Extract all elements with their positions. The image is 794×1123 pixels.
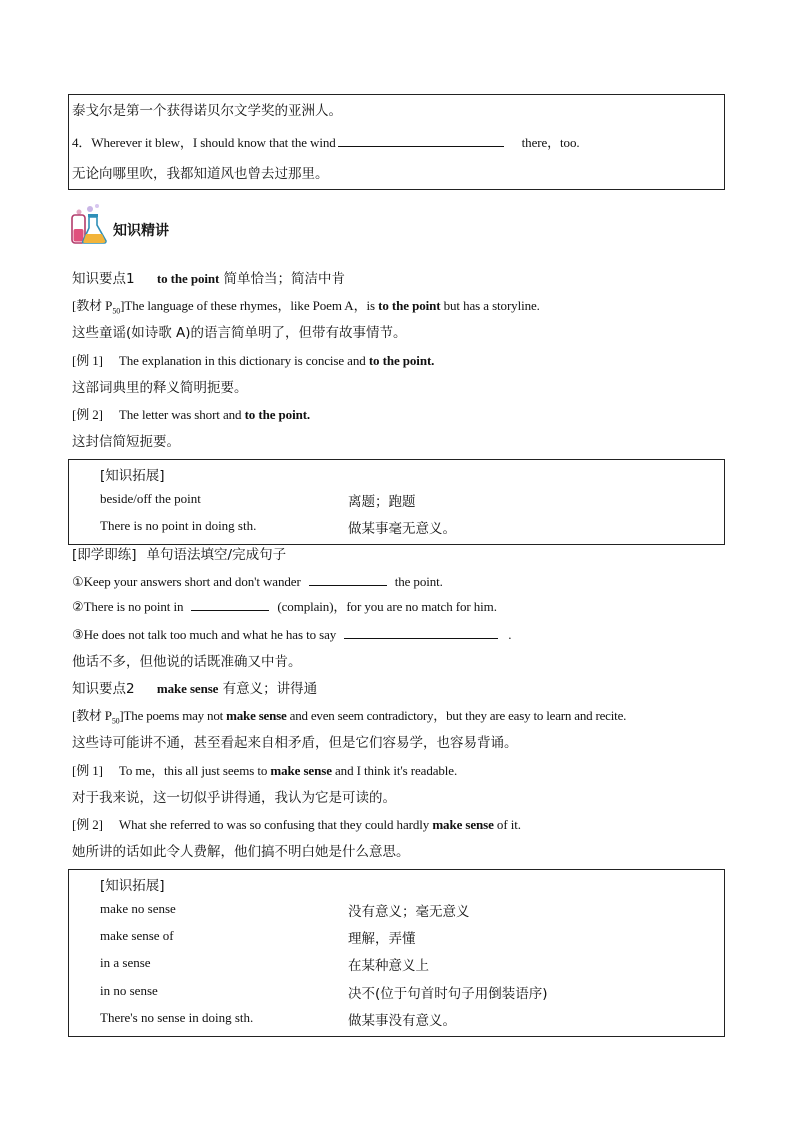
answer-blank[interactable] bbox=[191, 598, 269, 611]
practice-title: 单句语法填空/完成句子 bbox=[146, 547, 287, 563]
point1-example1 bbox=[72, 352, 434, 370]
sentence-text: and even seem contradictory，but they are easy to learn and recite. bbox=[286, 708, 627, 723]
question-text: There is no point in bbox=[83, 599, 184, 614]
keyword: to the point. bbox=[368, 353, 435, 368]
sentence-text: ]The language of these rhymes，like Poem A，is bbox=[120, 298, 379, 313]
practice-question-1 bbox=[72, 573, 443, 592]
example-label: [例 2] bbox=[72, 407, 103, 422]
translation-line: 泰戈尔是第一个获得诺贝尔文学奖的亚洲人。 bbox=[72, 103, 342, 119]
question-text: Keep your answers short and don't wander bbox=[83, 574, 301, 589]
point-label: 知识要点2 bbox=[72, 681, 135, 697]
sentence-text: of it. bbox=[493, 817, 521, 832]
example-label: [例 1] bbox=[72, 763, 103, 778]
textbook-ref: [教材 P bbox=[72, 708, 112, 723]
question-text-end: (complain)，for you are no match for him. bbox=[277, 599, 497, 614]
exercise-question-4 bbox=[72, 134, 580, 152]
translation-line: 无论向哪里吹，我都知道风也曾去过那里。 bbox=[72, 166, 329, 182]
extension-meaning: 没有意义；毫无意义 bbox=[348, 904, 470, 920]
lab-flask-icon bbox=[70, 203, 110, 245]
point2-example2-translation: 她所讲的话如此令人费解，他们搞不明白她是什么意思。 bbox=[72, 844, 410, 860]
keyword: make sense bbox=[432, 817, 494, 832]
extension-meaning: 做某事没有意义。 bbox=[348, 1013, 456, 1029]
point1-textbook bbox=[72, 297, 540, 321]
extension-phrase: in no sense bbox=[100, 983, 158, 998]
textbook-page: 50 bbox=[112, 306, 121, 316]
point-keyword: make sense bbox=[156, 681, 219, 696]
keyword: to the point. bbox=[244, 407, 311, 422]
question-text-end: there，too. bbox=[521, 135, 580, 150]
point1-example1-translation: 这部词典里的释义简明扼要。 bbox=[72, 380, 248, 396]
textbook-ref: [教材 P bbox=[72, 298, 113, 313]
extension-meaning: 理解，弄懂 bbox=[348, 931, 416, 947]
extension-phrase: beside/off the point bbox=[100, 491, 201, 506]
question-number: ③ bbox=[72, 628, 84, 643]
point1-textbook-translation: 这些童谣(如诗歌 A)的语言简单明了，但带有故事情节。 bbox=[72, 325, 407, 341]
keyword: make sense bbox=[226, 708, 287, 723]
point1-example2-translation: 这封信简短扼要。 bbox=[72, 434, 180, 450]
extension-phrase: make no sense bbox=[100, 901, 176, 916]
point-meaning: 简单恰当；简洁中肯 bbox=[219, 271, 346, 287]
point-keyword: to the point bbox=[156, 271, 220, 286]
question-text: He does not talk too much and what he has to say bbox=[83, 627, 337, 642]
point2-example1-translation: 对于我来说，这一切似乎讲得通，我认为它是可读的。 bbox=[72, 790, 396, 806]
example-label: [例 1] bbox=[72, 353, 103, 368]
point2-textbook-translation: 这些诗可能讲不通，甚至看起来自相矛盾，但是它们容易学，也容易背诵。 bbox=[72, 735, 518, 751]
answer-blank[interactable] bbox=[309, 573, 387, 586]
keyword: to the point bbox=[378, 298, 441, 313]
extension-meaning: 做某事毫无意义。 bbox=[348, 521, 456, 537]
sentence-text: but has a storyline. bbox=[440, 298, 540, 313]
extension-meaning: 离题；跑题 bbox=[348, 494, 416, 510]
practice-header bbox=[72, 546, 286, 564]
practice-label: [即学即练] bbox=[72, 547, 137, 563]
question-text-end: the point. bbox=[394, 574, 443, 589]
extension-phrase: in a sense bbox=[100, 955, 151, 970]
question-text-end: . bbox=[508, 627, 512, 642]
textbook-page: 50 bbox=[111, 716, 120, 726]
point1-example2 bbox=[72, 406, 310, 424]
point1-extension-box bbox=[68, 459, 725, 545]
point-label: 知识要点1 bbox=[72, 271, 135, 287]
extension-meaning: 在某种意义上 bbox=[348, 958, 429, 974]
question-text: 4．Wherever it blew，I should know that the wind bbox=[72, 135, 336, 150]
point-meaning: 有意义；讲得通 bbox=[218, 681, 318, 697]
top-exercise-box bbox=[68, 94, 725, 190]
extension-heading: [知识拓展] bbox=[100, 878, 165, 894]
extension-meaning: 决不(位于句首时句子用倒装语序) bbox=[348, 986, 548, 1002]
answer-blank[interactable] bbox=[344, 626, 498, 639]
practice-question-2 bbox=[72, 598, 497, 617]
extension-heading: [知识拓展] bbox=[100, 468, 165, 484]
sentence-text: and I think it's readable. bbox=[331, 763, 458, 778]
section-title: 知识精讲 bbox=[113, 223, 169, 239]
answer-blank[interactable] bbox=[338, 134, 504, 147]
extension-phrase: There is no point in doing sth. bbox=[100, 518, 257, 533]
keyword: make sense bbox=[270, 763, 332, 778]
question-number: ② bbox=[72, 600, 84, 615]
sentence-text: The explanation in this dictionary is concise and bbox=[118, 353, 369, 368]
point2-header bbox=[72, 680, 317, 699]
practice-question-3-translation: 他话不多，但他说的话既准确又中肯。 bbox=[72, 654, 302, 670]
sentence-text: To me，this all just seems to bbox=[118, 763, 271, 778]
question-number: ① bbox=[72, 575, 84, 590]
point2-textbook bbox=[72, 707, 626, 731]
extension-phrase: There's no sense in doing sth. bbox=[100, 1010, 254, 1025]
sentence-text: What she referred to was so confusing that they could hardly bbox=[118, 817, 433, 832]
example-label: [例 2] bbox=[72, 817, 103, 832]
extension-phrase: make sense of bbox=[100, 928, 174, 943]
point1-header bbox=[72, 270, 345, 289]
practice-question-3 bbox=[72, 626, 511, 645]
sentence-text: ]The poems may not bbox=[119, 708, 227, 723]
point2-example1 bbox=[72, 762, 457, 780]
sentence-text: The letter was short and bbox=[118, 407, 245, 422]
point2-extension-box bbox=[68, 869, 725, 1037]
point2-example2 bbox=[72, 816, 521, 834]
